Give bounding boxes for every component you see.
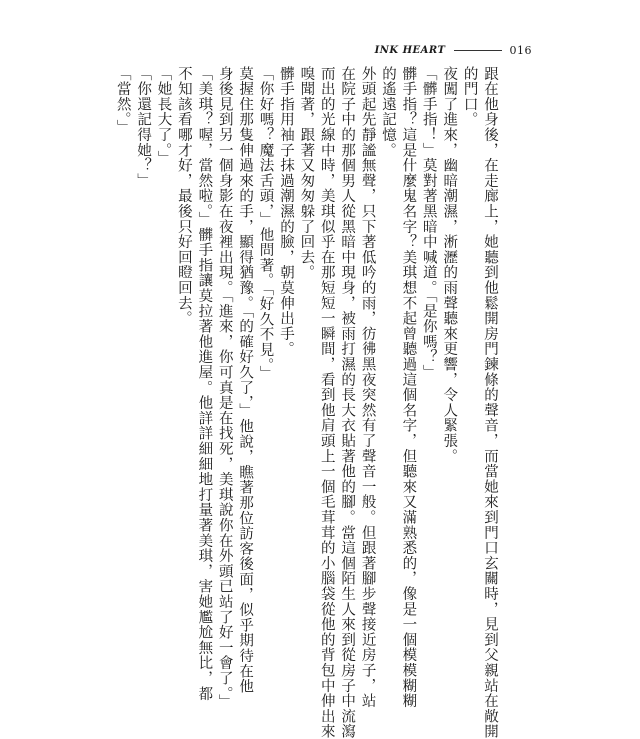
text-column: 髒手指用袖子抹過潮濕的臉，朝莫伸出手。	[277, 66, 294, 357]
text-column: 的遙遠記憶。	[379, 66, 396, 158]
text-column: 「當然。」	[114, 66, 131, 136]
body-text	[114, 66, 500, 739]
text-column: 髒手指？這是什麼鬼名字？美琪想不起曾聽過這個名字，但聽來又滿熟悉的，像是一個模模糊糊	[400, 66, 417, 709]
text-column: 嗅聞著，跟著又匆匆躲了回去。	[298, 66, 315, 281]
text-column: 「美琪？喔，當然啦。」髒手指讓莫拉著他進屋。他詳詳細細地打量著美琪，害她尷尬無比，都	[196, 66, 213, 702]
text-column: 在院子中的那個男人從黑暗中現身，被雨打濕的長大衣貼著他的腳。當這個陌生人來到從房子中流瀉	[339, 66, 356, 739]
text-column: 「你還記得她？」	[135, 66, 152, 189]
text-column: 夜闖了進來，幽暗潮濕，淅瀝的雨聲聽來更響，令人緊張。	[441, 66, 458, 464]
book-title: INK HEART	[374, 45, 446, 56]
header-rule	[454, 50, 502, 51]
running-header	[375, 44, 532, 57]
text-column: 「髒手指！」莫對著黑暗中喊道。「是你嗎？」	[420, 66, 437, 381]
page-number: 016	[509, 44, 532, 57]
text-column: 而出的光線中時，美琪似乎在那短短一瞬間，看到他肩頭上一個毛茸茸的小腦袋從他的背包中伸出來	[318, 66, 335, 739]
text-column: 外頭起先靜謐無聲，只下著低吟的雨，彷彿黑夜突然有了聲音一般。但跟著腳步聲接近房子，站	[359, 66, 376, 709]
text-column: 跟在他身後，在走廊上，她聽到他鬆開房門鍊條的聲音，而當她來到門口玄關時，見到父親站在敞開	[482, 66, 498, 739]
text-column: 不知該看哪才好，最後只好回瞪回去。	[175, 66, 192, 327]
text-column: 「她長大了。」	[155, 66, 172, 166]
text-column: 身後見到另一個身影在夜裡出現。「進來，你可真是在找死，美琪說你在外頭已站了好一會了。」	[216, 66, 233, 710]
text-column: 「你好嗎？魔法舌頭，」他問著。「好久不見。」	[257, 66, 274, 381]
text-column: 的門口。	[461, 66, 478, 128]
text-column: 莫握住那隻伸過來的手，顯得猶豫。「的確好久了，」他說，瞧著那位訪客後面，似乎期待在他	[237, 66, 254, 695]
